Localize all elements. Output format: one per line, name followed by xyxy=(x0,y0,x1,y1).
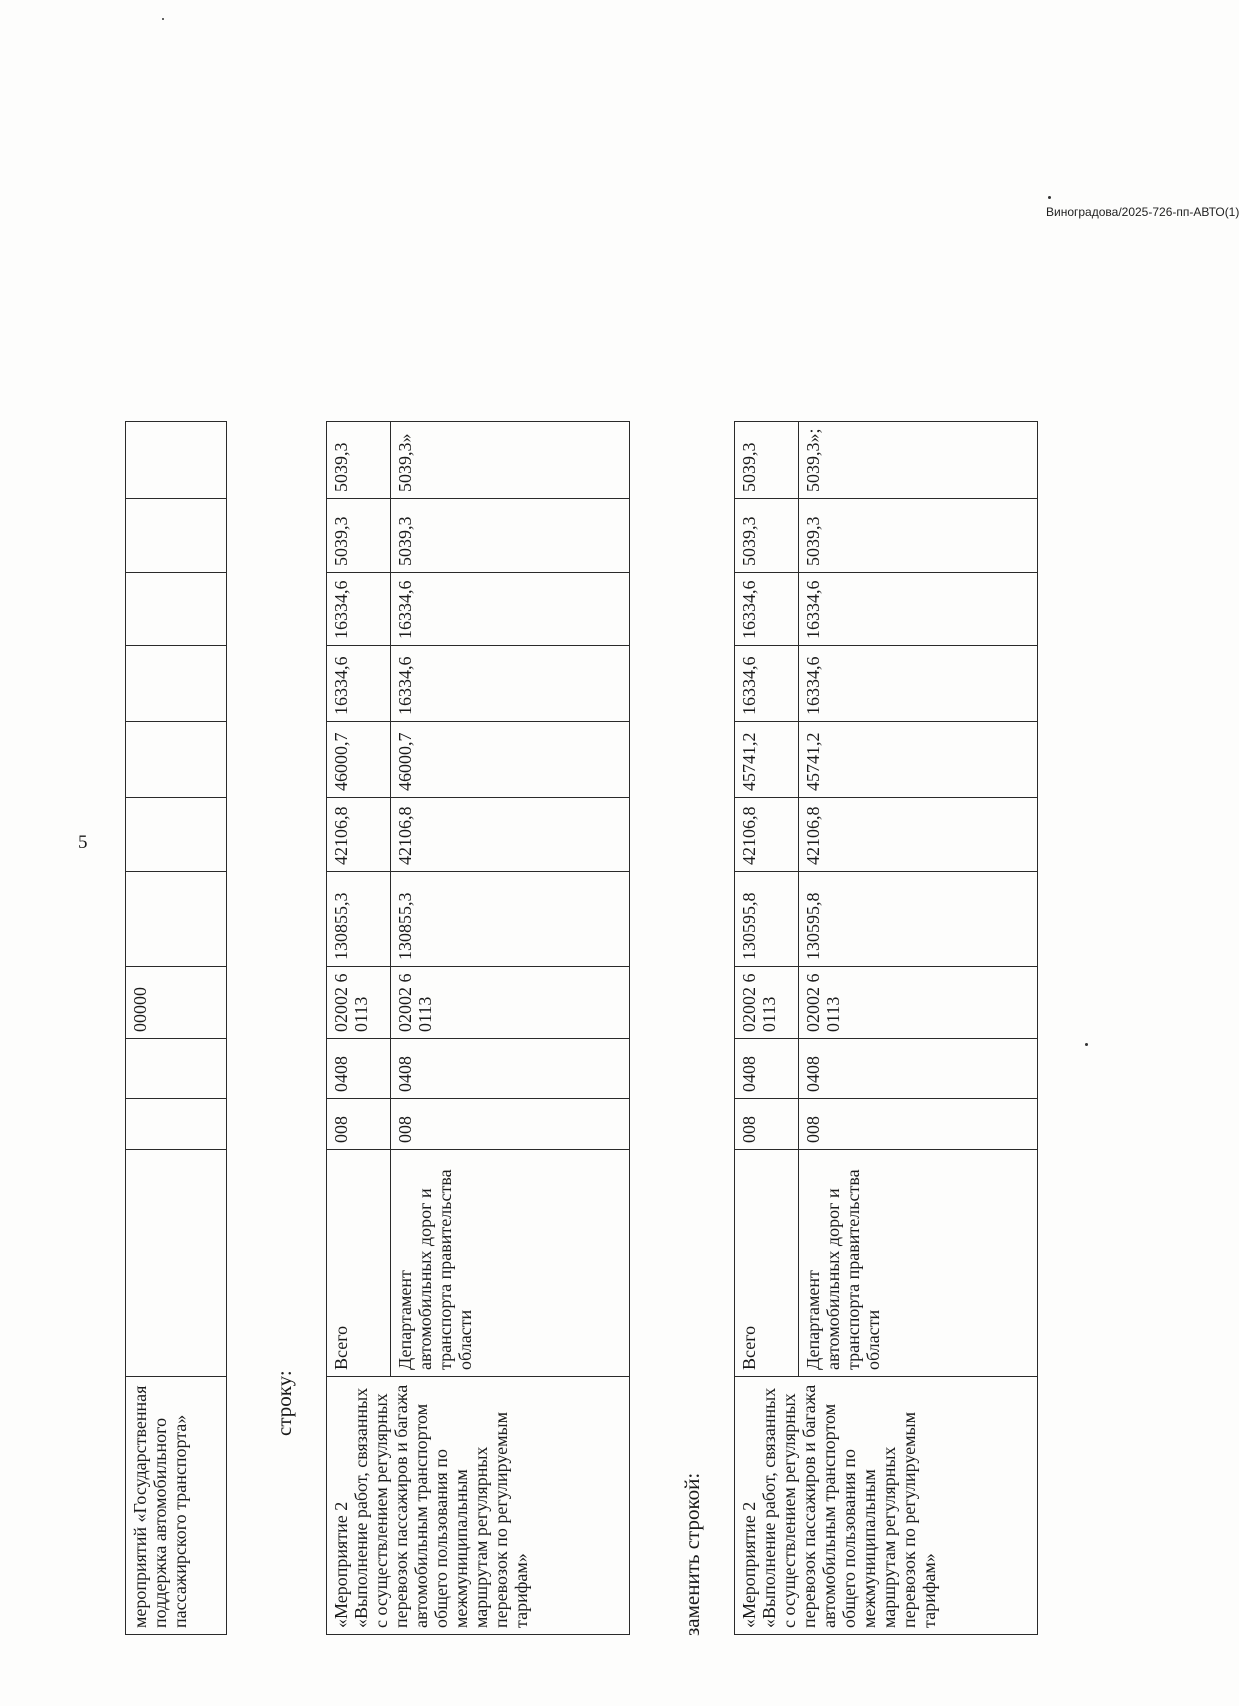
total-cell: 130595,8 xyxy=(799,872,1038,967)
year-cell: 46000,7 xyxy=(391,722,630,798)
year-cell: 5039,3»; xyxy=(799,422,1038,499)
table-row xyxy=(735,422,799,1635)
year-cell: 5039,3 xyxy=(327,422,391,499)
year-cell: 16334,6 xyxy=(735,646,799,722)
rz-cell: 0408 xyxy=(391,1039,630,1099)
table-cell xyxy=(126,872,227,967)
total-cell: 130595,8 xyxy=(735,872,799,967)
executor-cell: Департамент автомобильных дорог и транспорта правительства области xyxy=(391,1150,630,1377)
page-number: 5 xyxy=(78,832,88,853)
scan-speck xyxy=(1048,196,1051,199)
scan-speck xyxy=(162,18,164,20)
rz-cell: 0408 xyxy=(735,1039,799,1099)
event-cell: «Мероприятие 2 «Выполнение работ, связанных с осуществлением регулярных перевозок пассажиров и багажа автомобильным транспортом общего пользования по межмуниципальным маршрутам регулярных перевозок по регулируемым тарифам» xyxy=(735,1377,1038,1635)
year-cell: 16334,6 xyxy=(735,573,799,646)
table-cell xyxy=(126,422,227,499)
label-old-row: строку: xyxy=(272,1370,296,1436)
year-cell: 5039,3 xyxy=(735,499,799,573)
csr-cell: 02002 60113 xyxy=(735,967,799,1039)
year-cell: 42106,8 xyxy=(799,798,1038,872)
table-cell xyxy=(126,573,227,646)
label-new-row: заменить строкой: xyxy=(680,1472,704,1636)
table-cell xyxy=(126,646,227,722)
year-cell: 5039,3 xyxy=(391,499,630,573)
grbs-cell: 008 xyxy=(327,1099,391,1150)
year-cell: 45741,2 xyxy=(799,722,1038,798)
table-cell xyxy=(126,499,227,573)
total-cell: 130855,3 xyxy=(391,872,630,967)
executor-cell: Всего xyxy=(735,1150,799,1377)
document-code: Виноградова/2025-726-пп-АВТО(1) xyxy=(1046,205,1239,219)
year-cell: 45741,2 xyxy=(735,722,799,798)
year-cell: 5039,3 xyxy=(799,499,1038,573)
rz-cell: 0408 xyxy=(327,1039,391,1099)
year-cell: 42106,8 xyxy=(327,798,391,872)
program-name-cell: мероприятий «Государственная поддержка автомобильного пассажирского транспорта» xyxy=(126,1377,227,1635)
top-row xyxy=(126,422,227,1635)
table-cell: 00000 xyxy=(126,967,227,1039)
year-cell: 16334,6 xyxy=(799,646,1038,722)
year-cell: 42106,8 xyxy=(391,798,630,872)
grbs-cell: 008 xyxy=(391,1099,630,1150)
event-cell: «Мероприятие 2 «Выполнение работ, связанных с осуществлением регулярных перевозок пассажиров и багажа автомобильным транспортом общего пользования по межмуниципальным маршрутам регулярных перевозок по регулируемым тарифам» xyxy=(327,1377,630,1635)
rz-cell: 0408 xyxy=(799,1039,1038,1099)
grbs-cell: 008 xyxy=(735,1099,799,1150)
year-cell: 16334,6 xyxy=(391,646,630,722)
year-cell: 5039,3 xyxy=(327,499,391,573)
year-cell: 5039,3» xyxy=(391,422,630,499)
year-cell: 16334,6 xyxy=(327,573,391,646)
csr-cell: 02002 60113 xyxy=(799,967,1038,1039)
year-cell: 16334,6 xyxy=(391,573,630,646)
executor-cell: Департамент автомобильных дорог и транспорта правительства области xyxy=(799,1150,1038,1377)
table-cell xyxy=(126,1099,227,1150)
csr-cell: 02002 60113 xyxy=(391,967,630,1039)
year-cell: 46000,7 xyxy=(327,722,391,798)
year-cell: 16334,6 xyxy=(327,646,391,722)
old-row-table xyxy=(326,421,630,1635)
year-cell: 42106,8 xyxy=(735,798,799,872)
year-cell: 5039,3 xyxy=(735,422,799,499)
csr-cell: 02002 60113 xyxy=(327,967,391,1039)
table-row xyxy=(327,422,391,1635)
total-cell: 130855,3 xyxy=(327,872,391,967)
new-row-table xyxy=(734,421,1038,1635)
scan-speck xyxy=(1085,1043,1088,1046)
table-cell xyxy=(126,798,227,872)
table-cell xyxy=(126,1150,227,1377)
year-cell: 16334,6 xyxy=(799,573,1038,646)
table-cell xyxy=(126,1039,227,1099)
grbs-cell: 008 xyxy=(799,1099,1038,1150)
table-cell xyxy=(126,722,227,798)
executor-cell: Всего xyxy=(327,1150,391,1377)
top-partial-table xyxy=(125,421,227,1635)
